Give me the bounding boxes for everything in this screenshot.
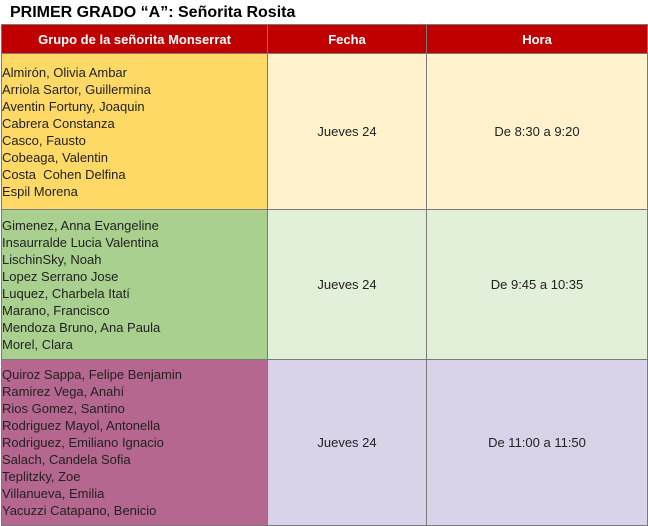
header-grupo: Grupo de la señorita Monserrat	[2, 25, 268, 54]
student-name: Marano, Francisco	[2, 302, 110, 318]
student-name: Almirón, Olivia Ambar	[2, 64, 127, 80]
student-name: Teplitzky, Zoe	[2, 469, 81, 484]
student-name: Casco, Fausto	[2, 132, 86, 148]
student-name: Espil Morena	[2, 183, 78, 199]
group-3-names	[2, 360, 268, 526]
student-name: Rodriguez, Emiliano Ignacio	[2, 435, 164, 450]
student-name: Villanueva, Emilia	[2, 486, 105, 501]
group-1-hora: De 8:30 a 9:20	[427, 54, 648, 210]
header-row	[2, 25, 648, 54]
student-name: Aventin Fortuny, Joaquin	[2, 98, 145, 114]
group-row-3	[2, 360, 648, 526]
student-name: Insaurralde Lucia Valentina	[2, 234, 159, 250]
group-row-2	[2, 210, 648, 360]
group-2-names	[2, 210, 268, 360]
group-3-hora: De 11:00 a 11:50	[427, 360, 648, 526]
student-name: Morel, Clara	[2, 336, 73, 352]
group-2-fecha: Jueves 24	[268, 210, 427, 360]
group-3-fecha: Jueves 24	[268, 360, 427, 526]
student-name: Ramirez Vega, Anahí	[2, 384, 125, 399]
student-name: Costa Cohen Delfina	[2, 166, 126, 182]
group-1-fecha: Jueves 24	[268, 54, 427, 210]
student-name: Arriola Sartor, Guillermina	[2, 81, 151, 97]
student-name: Rios Gomez, Santino	[2, 401, 125, 416]
student-name: Cabrera Constanza	[2, 115, 115, 131]
group-2-hora: De 9:45 a 10:35	[427, 210, 648, 360]
student-name: LischinSky, Noah	[2, 251, 102, 267]
student-name: Luquez, Charbela Itatí	[2, 285, 130, 301]
page-title: PRIMER GRADO “A”: Señorita Rosita	[10, 4, 296, 21]
student-name: Rodriguez Mayol, Antonella	[2, 418, 161, 433]
student-name: Salach, Candela Sofia	[2, 452, 131, 467]
group-row-1	[2, 54, 648, 210]
header-fecha: Fecha	[268, 25, 427, 54]
header-hora: Hora	[427, 25, 648, 54]
student-name: Yacuzzi Catapano, Benicio	[2, 503, 157, 518]
student-name: Lopez Serrano Jose	[2, 268, 119, 284]
group-1-names	[2, 54, 268, 210]
student-name: Cobeaga, Valentin	[2, 149, 109, 165]
schedule-table	[1, 24, 648, 526]
student-name: Gimenez, Anna Evangeline	[2, 217, 159, 233]
student-name: Quiroz Sappa, Felipe Benjamin	[2, 367, 182, 382]
student-name: Mendoza Bruno, Ana Paula	[2, 319, 161, 335]
